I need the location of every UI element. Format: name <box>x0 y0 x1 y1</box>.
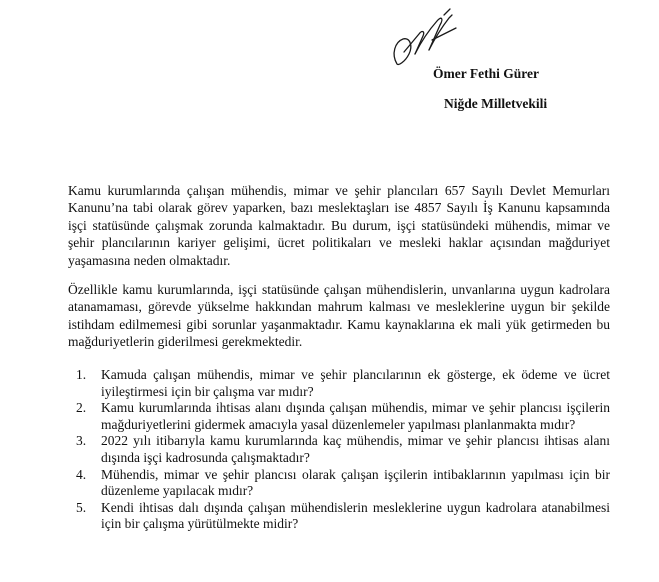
signer-title: Niğde Milletvekili <box>444 96 548 111</box>
question-number: 3. <box>76 433 87 449</box>
intro-paragraph: Kamu kurumlarında çalışan mühendis, mimar ve şehir plancıları 657 Sayılı Devlet Memurları Kanunu’na tabi olarak görev yaparken, bazı meslektaşları ise 4857 Sayılı İş Kanunu kapsamında işçi statüsünde çalışmak zorunda kalmaktadır. Bu durum, işçi statüsündeki mühendis, mimar ve şehir plancılarının kariyer gelişimi, ücret politikaları ve mesleki haklar açısından mağduriyet yaşamasına neden olmaktadır. <box>68 183 610 268</box>
signer-name: Ömer Fethi Gürer <box>433 66 539 81</box>
question-text: 2022 yılı itibarıyla kamu kurumlarında kaç mühendis, mimar ve şehir plancısı ihtisas alanı dışında işçi kadrosunda çalışmaktadır? <box>101 433 610 465</box>
question-text: Kamuda çalışan mühendis, mimar ve şehir plancılarının ek gösterge, ek ödeme ve ücret iyileştirmesi için bir çalışma var mıdır? <box>101 367 610 399</box>
question-item <box>68 367 610 400</box>
question-number: 4. <box>76 466 87 482</box>
question-item <box>68 467 610 500</box>
question-item <box>68 500 610 533</box>
question-list <box>68 367 610 533</box>
question-number: 2. <box>76 400 87 416</box>
question-number: 5. <box>76 499 87 515</box>
question-item <box>68 400 610 433</box>
question-text: Mühendis, mimar ve şehir plancısı olarak çalışan işçilerin intibaklarının yapılması için bir düzenleme yapılacak mıdır? <box>101 466 610 499</box>
problem-paragraph: Özellikle kamu kurumlarında, işçi statüsünde çalışan mühendislerin, unvanlarına uygun kadrolara atanamaması, görevde yükselme hakkından mahrum kalması ve mesleklerine uygun bir şekilde istihdam edilmemesi gibi sorunlar yaşanmaktadır. Kamu kaynaklarına ek mali yük getirmeden bu mağduriyetlerin giderilmesi gerekmektedir. <box>68 282 610 350</box>
question-text: Kamu kurumlarında ihtisas alanı dışında çalışan mühendis, mimar ve şehir plancısı işçilerin mağduriyetlerini gidermek amacıyla yasal düzenlemeler yapılması planlanmakta mıdır? <box>101 400 610 432</box>
question-text: Kendi ihtisas dalı dışında çalışan mühendislerin mesleklerine uygun kadrolara atanabilmesi için bir çalışma yürütülmekte midir? <box>101 499 610 532</box>
question-item <box>68 433 610 466</box>
question-number: 1. <box>76 367 87 382</box>
